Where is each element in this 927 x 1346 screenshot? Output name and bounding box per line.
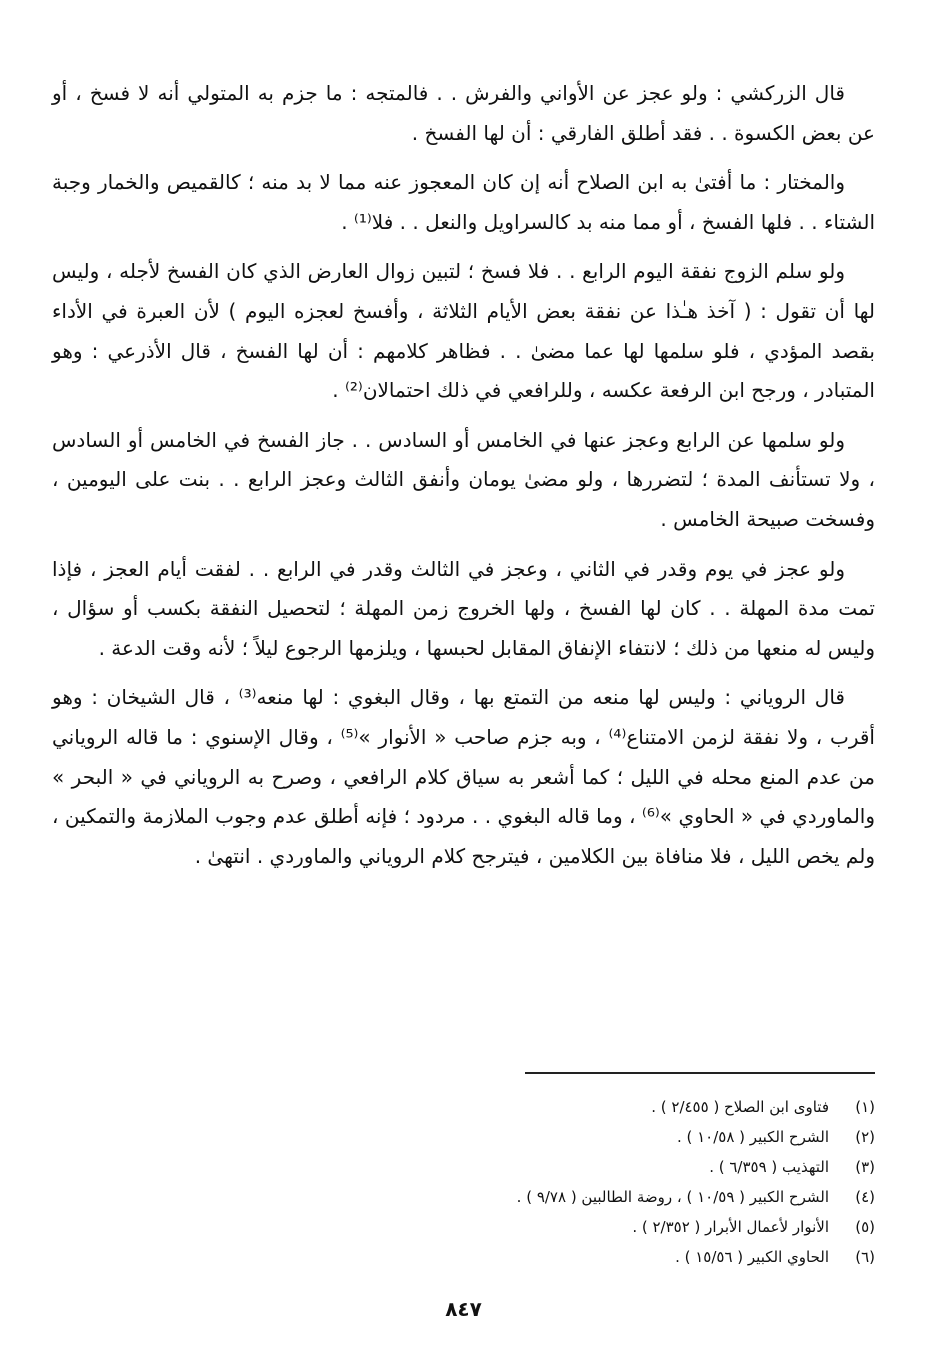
paragraph-3: ولو سلم الزوج نفقة اليوم الرابع . . فلا فسخ ؛ لتبين زوال العارض الذي كان الفسخ لأجله ، وليس لها أن تقول : ( آخذ هـٰذا عن نفقة بعض الأيام الثلاثة ، وأفسخ لعجزه اليوم ) لأن العبرة في الأداء بقصد المؤدي ، فلو سلمها لها عما مضىٰ . . فظاهر كلامهم : أن لها الفسخ ، قال الأذرعي : وهو المتبادر ، ورجح ابن الرفعة عكسه ، وللرافعي في ذلك احتمالان⁽²⁾ . [52,259,875,403]
footnote-text: الشرح الكبير ( ١٠/٥٩ ) ، روضة الطالبين ( ٩/٧٨ ) . [516,1188,829,1206]
paragraph-4: ولو سلمها عن الرابع وعجز عنها في الخامس أو السادس . . جاز الفسخ في الخامس أو السادس ، ولا تستأنف المدة ؛ لتضررها ، ولو مضىٰ يومان وأنفق الثالث وعجز الرابع . . بنت على اليومين ، وفسخت صبيحة الخامس . [52,427,875,531]
footnote-item [52,1182,875,1212]
paragraph-2: والمختار : ما أفتىٰ به ابن الصلاح أنه إن كان المعجوز عنه مما لا بد منه ؛ كالقميص والخمار وجبة الشتاء . . فلها الفسخ ، أو مما منه بد كالسراويل والنعل . . فلا⁽¹⁾ . [52,170,875,234]
footnote-number: (٥) [855,1218,875,1236]
footnote-text: الشرح الكبير ( ١٠/٥٨ ) . [676,1128,829,1146]
paragraph-1: قال الزركشي : ولو عجز عن الأواني والفرش . . فالمتجه : ما جزم به المتولي أنه لا فسخ ، أو عن بعض الكسوة . . فقد أطلق الفارقي : أن لها الفسخ . [52,81,875,145]
footnote-number: (٦) [855,1248,875,1266]
footnote-text: التهذيب ( ٦/٣٥٩ ) . [709,1158,829,1176]
footnote-item [52,1212,875,1242]
footnote-number: (٣) [855,1158,875,1176]
footnote-item [52,1152,875,1182]
footnote-number: (١) [855,1098,875,1116]
paragraph-5: ولو عجز في يوم وقدر في الثاني ، وعجز في الثالث وقدر في الرابع . . لفقت أيام العجز ، فإذا تمت مدة المهلة . . كان لها الفسخ ، ولها الخروج زمن المهلة ؛ لتحصيل النفقة بكسب أو سؤال ، وليس له منعها من ذلك ؛ لانتفاء الإنفاق المقابل لحبسها ، ويلزمها الرجوع ليلاً ؛ لأنه وقت الدعة . [52,556,875,660]
footnote-number: (٤) [855,1188,875,1206]
footnote-divider [525,1072,875,1074]
footnote-text: فتاوى ابن الصلاح ( ٢/٤٥٥ ) . [651,1098,829,1116]
footnotes-list [52,1092,875,1272]
page-number: ٨٤٧ [445,1297,482,1321]
footnote-number: (٢) [855,1128,875,1146]
main-text [52,74,875,886]
paragraph-6: قال الروياني : وليس لها منعه من التمتع بها ، وقال البغوي : لها منعه⁽³⁾ ، قال الشيخان : وهو أقرب ، ولا نفقة لزمن الامتناع⁽⁴⁾ ، وبه جزم صاحب « الأنوار »⁽⁵⁾ ، وقال الإسنوي : ما قاله الروياني من عدم المنع محله في الليل ؛ كما أشعر به سياق كلام الرافعي ، وصرح به الروياني في « البحر » والماوردي في « الحاوي »⁽⁶⁾ ، وما قاله البغوي . . مردود ؛ فإنه أطلق عدم وجوب الملازمة والتمكين ، ولم يخص الليل ، فلا منافاة بين الكلامين ، فيترجح كلام الروياني والماوردي . انتهىٰ . [52,685,875,868]
footnote-item [52,1122,875,1152]
footnote-item [52,1092,875,1122]
footnote-text: الحاوي الكبير ( ١٥/٥٦ ) . [675,1248,829,1266]
footnote-item [52,1242,875,1272]
footnote-text: الأنوار لأعمال الأبرار ( ٢/٣٥٢ ) . [632,1218,829,1236]
